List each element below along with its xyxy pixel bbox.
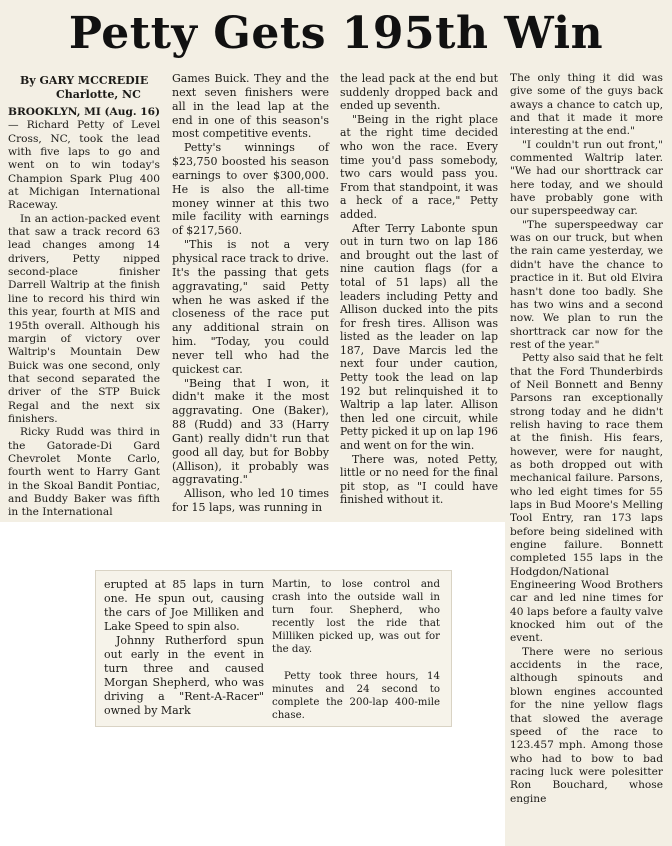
paragraph: Johnny Rutherford spun out early in the event in turn three and caused Morgan Shepherd, who was driving a "Rent-A-Racer" owned by Mark [104, 634, 264, 717]
location: Charlotte, NC [56, 88, 141, 101]
column-2 [172, 72, 329, 515]
column-5-right [272, 578, 440, 722]
paragraph: Games Buick. They and the next seven finishers were all in the lead lap at the end in one of this season's most competitive events. [172, 72, 329, 141]
paragraph: After Terry Labonte spun out in turn two on lap 186 and brought out the last of nine caution flags (for a total of 51 laps) all the leaders including Petty and Allison ducked into the pits for fresh tires. Allison was listed as the leader on lap 187, Dave Marcis led the next four under caution, Petty took the lead on lap 192 but relinquished it to Waltrip a lap later. Allison then led one circuit, while Petty picked it up on lap 196 and went on for the win. [340, 221, 498, 453]
column-1 [8, 74, 160, 520]
byline: By GARY MCCREDIE [20, 74, 149, 87]
paragraph: "The superspeedway car was on our truck, but when the rain came yesterday, we didn't have the chance to practice in it. But old Elvira hasn't done too badly. She has two wins and a second now. We plan to run the shorttrack car now for the rest of the year." [510, 218, 663, 351]
column-5-left [104, 578, 264, 718]
paragraph: Ricky Rudd was third in the Gatorade-Di Gard Chevrolet Monte Carlo, fourth went to Harry Gant in the Skoal Bandit Pontiac, and Buddy Baker was fifth in the International [8, 426, 160, 519]
headline: Petty Gets 195th Win [68, 8, 604, 59]
paragraph: "This is not a very physical race track to drive. It's the passing that gets aggravating," said Petty when he was asked if the closeness of the race put any additional strain on him. "Today, you could never tell who had the quickest car. [172, 238, 329, 376]
column-4 [510, 72, 663, 806]
paragraph: Martin, to lose control and crash into the outside wall in turn four. Shepherd, who recently lost the ride that Milliken picked up, was out for the day. [272, 579, 440, 655]
paragraph: There was, noted Petty, little or no need for the final pit stop, as "I could have finished without it. [340, 452, 498, 507]
paragraph: There were no serious accidents in the race, although spinouts and blown engines accounted for the nine yellow flags that slowed the average speed of the race to 123.457 mph. Among those who had to bow to bad racing luck were polesitter Ron Bouchard, whose engine [510, 645, 663, 805]
paragraph: In an action-packed event that saw a track record 63 lead changes among 14 drivers, Petty nipped second-place finisher Darrell Waltrip at the finish line to record his third win this year, fourth at MIS and 195th overall. Although his margin of victory over Waltrip's Mountain Dew Buick was one second, only that second separated the driver of the STP Buick Regal and the next six finishers. [8, 212, 160, 425]
paragraph: erupted at 85 laps in turn one. He spun out, causing the cars of Joe Milliken and Lake Speed to spin also. [104, 578, 264, 633]
paragraph: BROOKLYN, MI (Aug. 16) — Richard Petty of Level Cross, NC, took the lead with five laps to go and went on to win today's Champion Spark Plug 400 at Michigan International Raceway. [8, 106, 160, 212]
paragraph: The only thing it did was give some of the guys back aways a chance to catch up, and that it made it more interesting at the end." [510, 72, 663, 138]
paragraph: Petty's winnings of $23,750 boosted his season earnings to over $300,000. He is also the all-time money winner at this two mile facility with earnings of $217,560. [172, 141, 329, 238]
column-3 [340, 72, 498, 507]
paragraph: "I couldn't run out front," commented Waltrip later. "We had our shorttrack car here today, and we should have probably gone with our superspeedway car. [510, 138, 663, 218]
paragraph: Petty took three hours, 14 minutes and 24 second to complete the 200-lap 400-mile chase. [272, 671, 440, 721]
paragraph: "Being in the right place at the right time decided who won the race. Every time you'd pass somebody, two cars would pass you. From that standpoint, it was a heck of a race," Petty added. [340, 112, 498, 221]
paragraph: "Being that I won, it didn't make it the most aggravating. One (Baker), 88 (Rudd) and 33 (Harry Gant) really didn't run that good all day, but for Bobby (Allison), it probably was aggravating." [172, 376, 329, 487]
paragraph: Petty also said that he felt that the Ford Thunderbirds of Neil Bonnett and Benny Parsons ran exceptionally strong today and he didn't relish having to race them at the finish. His fears, however, were for naught, as both dropped out with mechanical failure. Parsons, who led eight times for 55 laps in Bud Moore's Melling Tool Entry, ran 173 laps before being sidelined with engine failure. Bonnett completed 155 laps in the Hodgdon/National Engineering Wood Brothers car and led nine times for 40 laps before a faulty valve knocked him out of the event. [510, 352, 663, 645]
paragraph: the lead pack at the end but suddenly dropped back and ended up seventh. [340, 72, 498, 113]
dateline: BROOKLYN, MI (Aug. 16) [8, 106, 160, 118]
paragraph: Allison, who led 10 times for 15 laps, was running in [172, 487, 329, 515]
